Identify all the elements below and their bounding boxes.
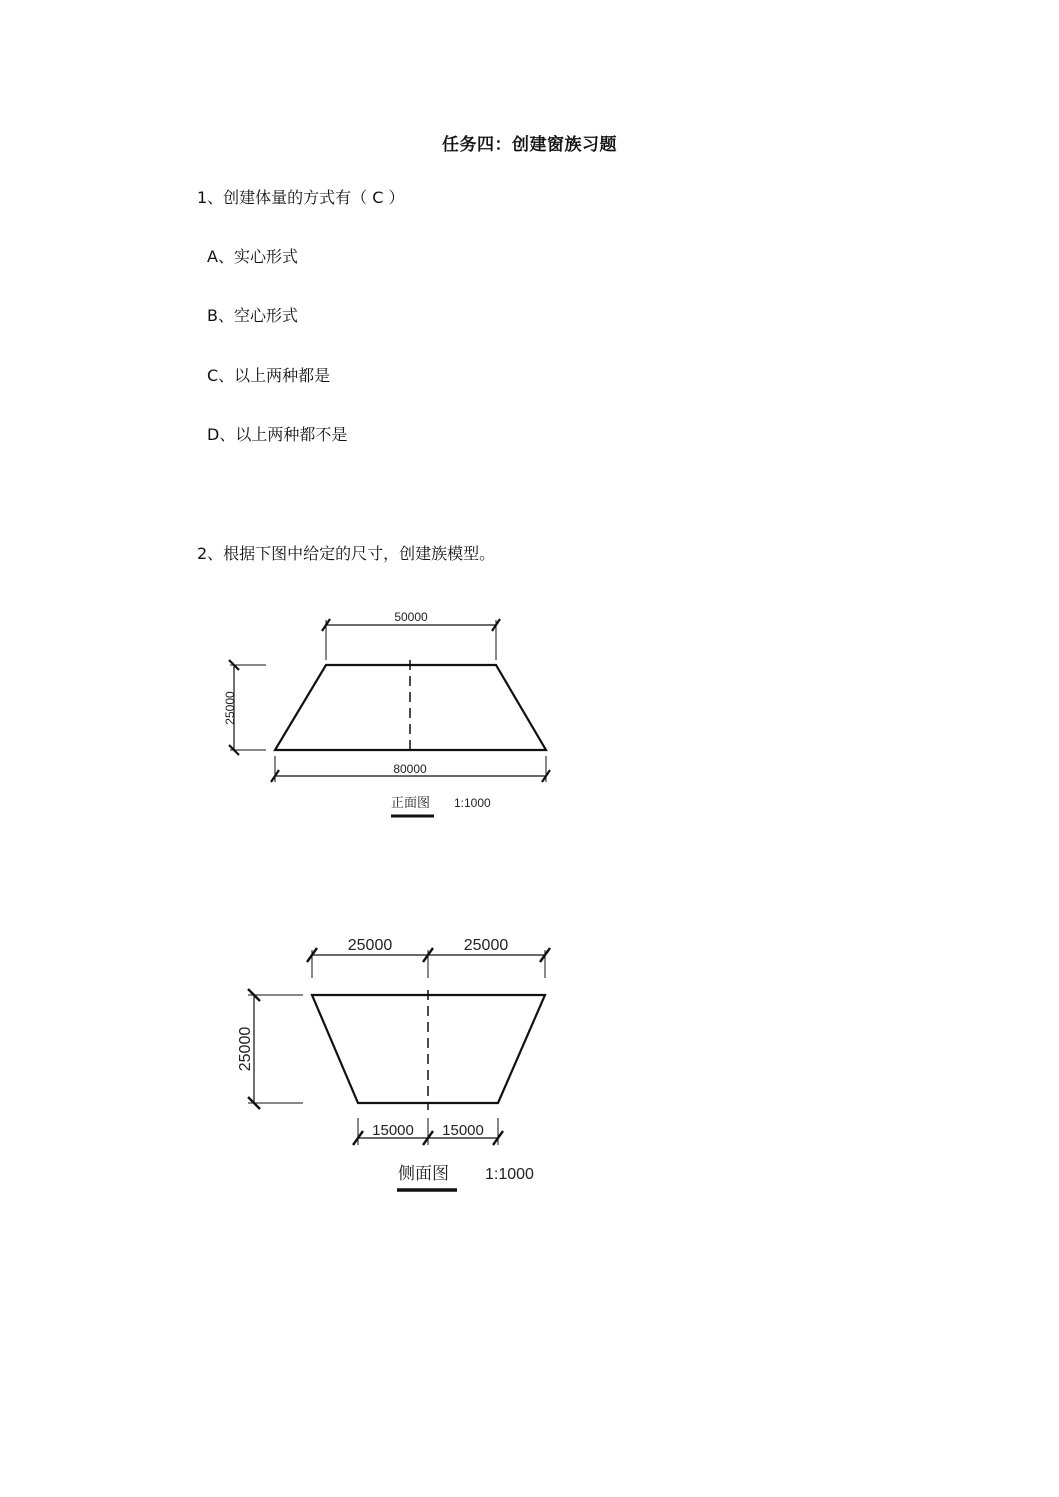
front-height-label: 25000 xyxy=(223,691,237,725)
option-c: C、以上两种都是 xyxy=(207,366,331,385)
front-bottom-width-label: 80000 xyxy=(393,762,427,776)
side-bottom-right-label: 15000 xyxy=(442,1122,484,1139)
question-2: 2、根据下图中给定的尺寸，创建族模型。 xyxy=(197,544,496,563)
side-top-right-label: 25000 xyxy=(463,937,509,954)
side-caption: 侧面图 xyxy=(398,1164,449,1184)
option-a: A、实心形式 xyxy=(207,247,298,266)
option-b: B、空心形式 xyxy=(207,306,298,325)
option-d: D、以上两种都不是 xyxy=(207,425,348,444)
side-top-left-label: 25000 xyxy=(347,937,393,954)
question-1: 1、创建体量的方式有（ C ） xyxy=(197,188,405,207)
side-bottom-left-label: 15000 xyxy=(372,1122,414,1139)
page-title: 任务四：创建窗族习题 xyxy=(442,135,617,155)
front-scale: 1:1000 xyxy=(454,796,491,810)
side-scale: 1:1000 xyxy=(485,1166,534,1183)
front-caption: 正面图 xyxy=(391,796,431,811)
side-height-label: 25000 xyxy=(237,1026,254,1072)
front-top-width-label: 50000 xyxy=(394,610,428,624)
